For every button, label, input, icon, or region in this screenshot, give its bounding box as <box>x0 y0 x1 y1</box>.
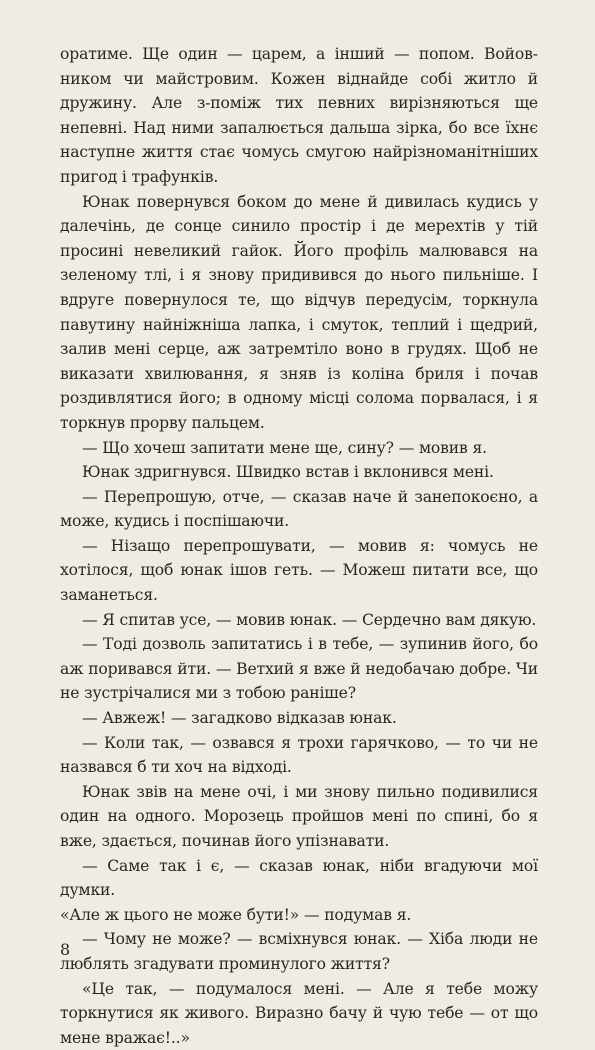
paragraph: Юнак звів на мене очі, і ми знову пильно подивилися один на одного. Морозець пройшов мені по спині, бо я вже, здається, починав його упізнавати. <box>60 782 538 850</box>
body-text <box>60 42 538 1050</box>
paragraph: — Чому не може? — всміхнувся юнак. — Хіба люди не люблять згадувати проминулого життя? <box>60 930 538 973</box>
paragraph: — Саме так і є, — сказав юнак, ніби вгадуючи мої думки. <box>60 856 538 900</box>
paragraph: — Що хочеш запитати мене ще, сину? — мовив я. <box>82 438 487 457</box>
paragraph: — Я спитав усе, — мовив юнак. — Сердечно вам дякую. <box>82 610 537 629</box>
paragraph: «Це так, — подумалося мені. — Але я тебе можу торкнутися як живого. Виразно бачу й чую тебе — от що мене вражає!..» <box>60 979 538 1047</box>
paragraph: — Тоді дозволь запитатись і в тебе, — зупинив його, бо аж поривався йти. — Ветхий я вже й недобачаю добре. Чи не зустрічалися ми з тобою раніше? <box>60 635 538 703</box>
paragraph: — Нізащо перепрошувати, — мовив я: чомусь не хотілося, щоб юнак ішов геть. — Можеш питати все, що заманеться. <box>60 536 538 605</box>
page-number: 8 <box>60 940 71 959</box>
paragraph: — Коли так, — озвався я трохи гарячково, — то чи не назвався б ти хоч на відході. <box>60 733 538 777</box>
paragraph: — Авжеж! — загадково відказав юнак. <box>82 709 397 728</box>
paragraph: Юнак повернувся боком до мене й дивилась кудись у далечінь, де сонце синило простір і де мерехтів у тій просині невеликий гайок. Його профіль малювався на зеленому тлі, і я знову придивився до нього пильніше. І вдруге повернулося те, що відчув передусім, торкнула павутину найніжніша лапка, і смуток, теплий і щедрий, залив мені серце, аж затремтіло воно в грудях. Щоб не виказати хвилювання, я зняв із коліна бриля і почав роздивлятися його; в одному місці солома порвалася, і я торкнув прорву пальцем. <box>60 192 538 432</box>
paragraph: оратиме. Ще один — царем, а інший — попом. Войовником чи майстровим. Кожен віднайде собі житло й дружину. Але з-поміж тих певних вирізняються ще непевні. Над ними запалюється дальша зірка, бо все їхнє наступне життя стає чомусь смугою найрізноманітніших пригод і трафунків. <box>60 45 538 186</box>
paragraph: «Але ж цього не може бути!» — подумав я. <box>60 905 412 924</box>
paragraph: — Перепрошую, отче, — сказав наче й занепокоєно, а може, кудись і поспішаючи. <box>60 487 538 531</box>
paragraph: Юнак здригнувся. Швидко встав і вклонився мені. <box>82 463 494 482</box>
